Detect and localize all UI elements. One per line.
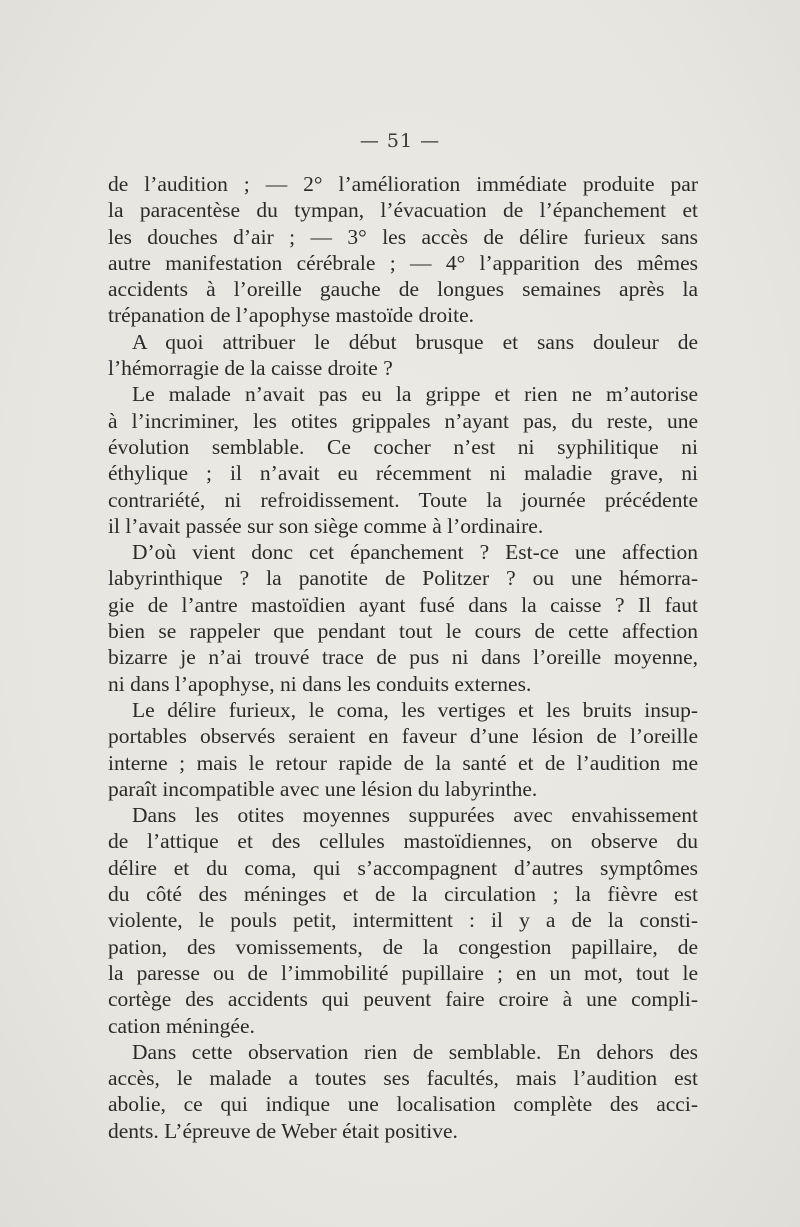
text-line: à l’incriminer, les otites grippales n’ayant pas, du reste, une [108, 408, 698, 433]
text-line: éthylique ; il n’avait eu récemment ni maladie grave, ni [108, 461, 698, 486]
text-line: cation méningée. [108, 1013, 255, 1038]
text-line: labyrinthique ? la panotite de Politzer ? ou une hémorra- [108, 566, 698, 591]
text-line: il l’avait passée sur son siège comme à l’ordinaire. [108, 513, 544, 538]
text-line: portables observés seraient en faveur d’une lésion de l’oreille [108, 724, 698, 749]
text-line: l’hémorragie de la caisse droite ? [108, 356, 393, 381]
text-line: accès, le malade a toutes ses facultés, mais l’audition est [108, 1066, 698, 1091]
text-line: autre manifestation cérébrale ; — 4° l’apparition des mêmes [108, 250, 698, 275]
body-text [108, 171, 698, 1144]
text-line: bien se rappeler que pendant tout le cours de cette affection [108, 619, 698, 644]
text-line: cortège des accidents qui peuvent faire croire à une compli- [108, 987, 698, 1012]
text-line: contrariété, ni refroidissement. Toute la journée précédente [108, 487, 698, 512]
text-line: abolie, ce qui indique une localisation complète des acci- [108, 1092, 698, 1117]
text-line: A quoi attribuer le début brusque et sans douleur de [132, 329, 698, 354]
text-line: violente, le pouls petit, intermittent : il y a de la consti- [108, 908, 698, 933]
text-line: D’où vient donc cet épanchement ? Est-ce une affection [132, 540, 698, 565]
text-line: Dans les otites moyennes suppurées avec envahissement [132, 803, 698, 828]
text-line: accidents à l’oreille gauche de longues semaines après la [108, 277, 698, 302]
text-line: Le malade n’avait pas eu la grippe et rien ne m’autorise [132, 382, 698, 407]
text-line: dents. L’épreuve de Weber était positive. [108, 1118, 458, 1143]
text-line: du côté des méninges et de la circulation ; la fièvre est [108, 882, 698, 907]
text-line: Dans cette observation rien de semblable. En dehors des [132, 1039, 698, 1064]
text-line: délire et du coma, qui s’accompagnent d’autres symptômes [108, 855, 698, 880]
text-line: gie de l’antre mastoïdien ayant fusé dans la caisse ? Il faut [108, 592, 698, 617]
text-line: Le délire furieux, le coma, les vertiges et les bruits insup- [132, 697, 698, 722]
text-line: pation, des vomissements, de la congestion papillaire, de [108, 934, 698, 959]
text-line: paraît incompatible avec une lésion du labyrinthe. [108, 776, 538, 801]
text-line: les douches d’air ; — 3° les accès de délire furieux sans [108, 224, 698, 249]
page-number: — 51 — [359, 130, 441, 152]
text-line: de l’attique et des cellules mastoïdiennes, on observe du [108, 829, 698, 854]
text-line: évolution semblable. Ce cocher n’est ni syphilitique ni [108, 434, 698, 459]
text-line: ni dans l’apophyse, ni dans les conduits externes. [108, 671, 532, 696]
text-line: de l’audition ; — 2° l’amélioration immédiate produite par [108, 172, 698, 196]
text-line: bizarre je n’ai trouvé trace de pus ni dans l’oreille moyenne, [108, 645, 698, 670]
text-line: interne ; mais le retour rapide de la santé et de l’audition me [108, 750, 698, 775]
text-line: trépanation de l’apophyse mastoïde droite. [108, 303, 474, 328]
text-line: la paracentèse du tympan, l’évacuation de l’épanchement et [108, 198, 698, 223]
text-line: la paresse ou de l’immobilité pupillaire ; en un mot, tout le [108, 960, 698, 985]
